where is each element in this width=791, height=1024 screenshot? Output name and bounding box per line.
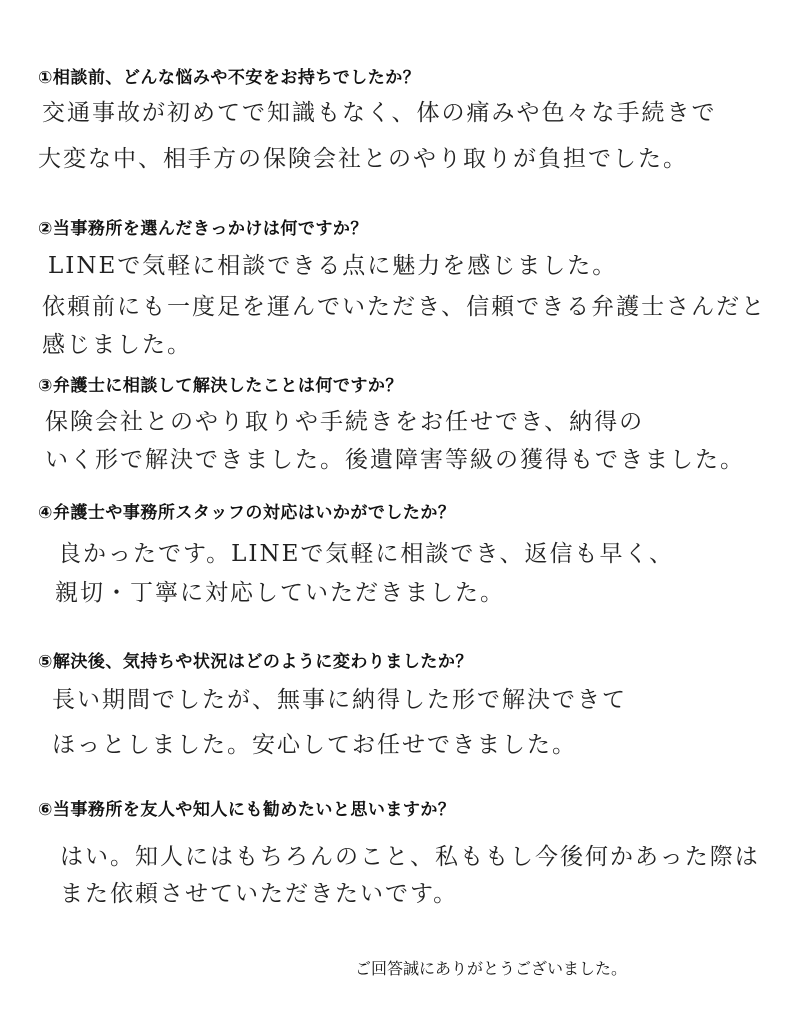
answer-4-line-1: 良かったです。LINEで気軽に相談でき、返信も早く、 (58, 541, 675, 567)
question-1: ①相談前、どんな悩みや不安をお持ちでしたか？ (38, 68, 421, 88)
answer-5-line-2: ほっとしました。安心してお任せできました。 (52, 732, 577, 758)
answer-1-line-2: 大変な中、相手方の保険会社とのやり取りが負担でした。 (38, 146, 688, 172)
answer-3-line-2: いく形で解決できました。後遺障害等級の獲得もできました。 (45, 447, 745, 473)
answer-6-line-2: また依頼させていただきたいです。 (60, 881, 459, 907)
answer-2-line-2: 依頼前にも一度足を運んでいただき、信頼できる弁護士さんだと (42, 294, 767, 320)
question-6: ⑥当事務所を友人や知人にも勧めたいと思いますか？ (38, 800, 456, 820)
answer-6-line-1: はい。知人にはもちろんのこと、私ももし今後何かあった際は (60, 844, 760, 870)
question-3: ③弁護士に相談して解決したことは何ですか？ (38, 376, 403, 396)
closing-message: ご回答誠にありがとうございました。 (355, 959, 628, 978)
answer-4-line-2: 親切・丁寧に対応していただきました。 (55, 580, 505, 606)
answer-5-line-1: 長い期間でしたが、無事に納得した形で解決できて (52, 687, 627, 713)
question-2: ②当事務所を選んだきっかけは何ですか？ (38, 219, 368, 239)
answer-3-line-1: 保険会社とのやり取りや手続きをお任せでき、納得の (45, 409, 645, 435)
answer-2-line-3: 感じました。 (42, 332, 192, 358)
answer-1-line-1: 交通事故が初めてで知識もなく、体の痛みや色々な手続きで (42, 100, 717, 126)
answer-2-line-1: LINEで気軽に相談できる点に魅力を感じました。 (48, 253, 618, 279)
question-5: ⑤解決後、気持ちや状況はどのように変わりましたか？ (38, 652, 473, 672)
question-4: ④弁護士や事務所スタッフの対応はいかがでしたか？ (38, 503, 456, 523)
